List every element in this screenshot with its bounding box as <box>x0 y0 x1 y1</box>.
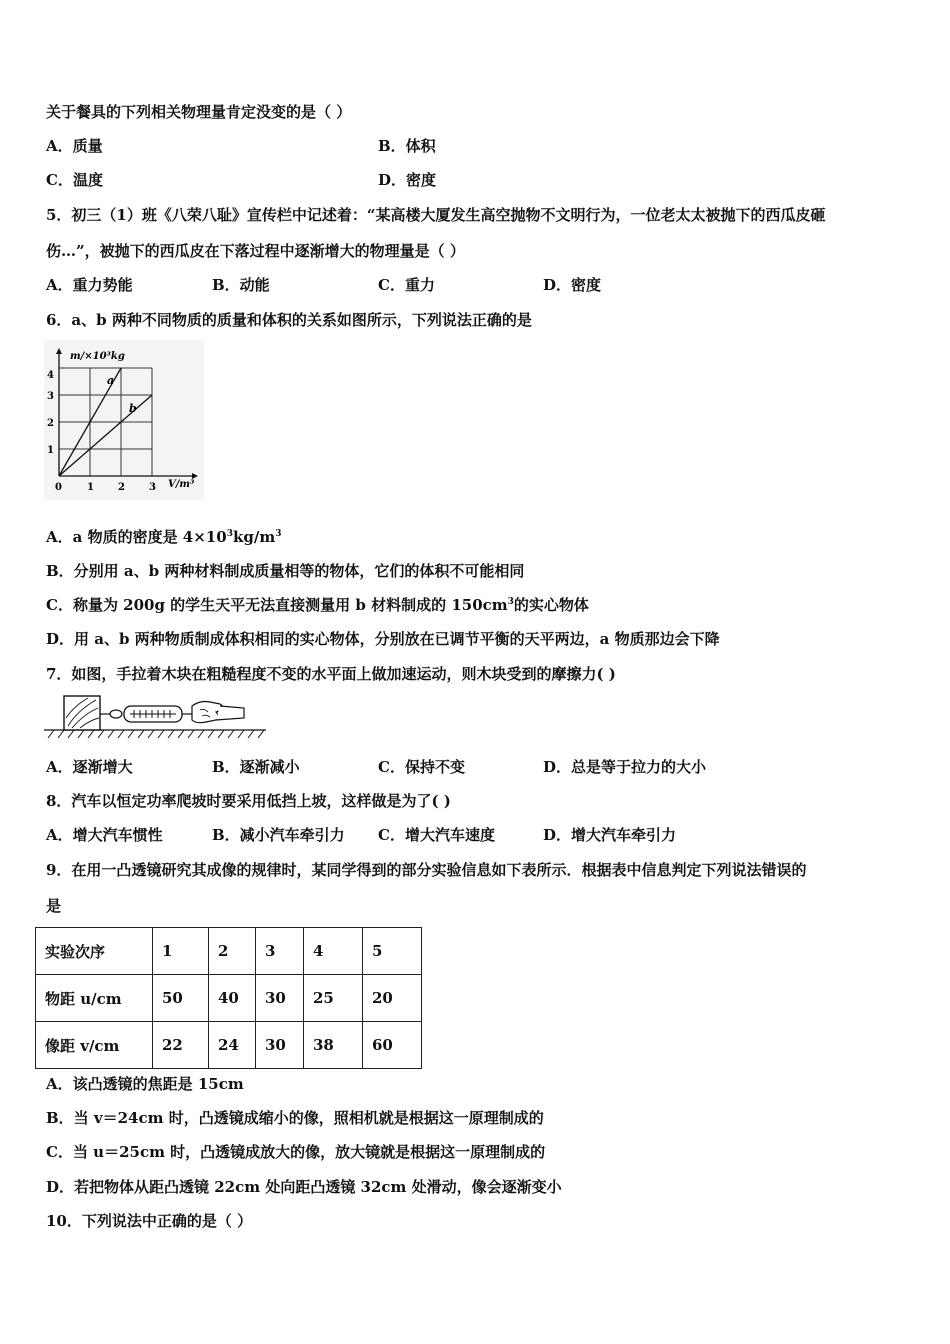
q5-option-c: C．重力 <box>378 276 435 294</box>
q8-option-c: C．增大汽车速度 <box>378 826 495 844</box>
table-cell: 物距 u/cm <box>36 975 153 1022</box>
q6-option-c: C．称量为 200g 的学生天平无法直接测量用 b 材料制成的 $150cm^3$的实心物体 <box>46 596 589 614</box>
q9-option-b: B．当 v＝24cm 时，凸透镜成缩小的像，照相机就是根据这一原理制成的 <box>46 1109 544 1127</box>
y-tick-4: 4 <box>47 370 54 381</box>
experiment-table <box>35 927 422 1069</box>
table-cell: 50 <box>153 975 209 1022</box>
q8-stem: 8．汽车以恒定功率爬坡时要采用低挡上坡，这样做是为了( ) <box>46 792 451 810</box>
table-cell: 像距 v/cm <box>36 1022 153 1069</box>
table-cell: 22 <box>153 1022 209 1069</box>
q4-stem: 关于餐具的下列相关物理量肯定没变的是（ ） <box>46 103 352 121</box>
spring-scale-ring <box>110 710 122 718</box>
table-cell: 4 <box>304 928 363 975</box>
y-axis-label: m/×10³kg <box>70 351 125 362</box>
table-cell: 30 <box>256 1022 304 1069</box>
x-axis-label: V/m³ <box>168 479 195 490</box>
table-cell: 3 <box>256 928 304 975</box>
x-tick-2: 2 <box>118 482 125 493</box>
table-cell: 30 <box>256 975 304 1022</box>
q8-option-d: D．增大汽车牵引力 <box>543 826 677 844</box>
q9-stem-line2: 是 <box>46 897 62 915</box>
q6-option-b: B．分别用 a、b 两种材料制成质量相等的物体，它们的体积不可能相同 <box>46 562 525 580</box>
q7-option-c: C．保持不变 <box>378 758 465 776</box>
q6-option-d: D．用 a、b 两种物质制成体积相同的实心物体，分别放在已调节平衡的天平两边，a 物质那边会下降 <box>46 630 720 648</box>
q4-option-c: C．温度 <box>46 171 103 189</box>
q7-option-d: D．总是等于拉力的大小 <box>543 758 707 776</box>
line-b-label: b <box>129 402 137 415</box>
table-cell: 38 <box>304 1022 363 1069</box>
y-tick-3: 3 <box>47 391 54 402</box>
y-tick-1: 1 <box>47 445 54 456</box>
q9-option-d: D．若把物体从距凸透镜 22cm 处向距凸透镜 32cm 处滑动，像会逐渐变小 <box>46 1178 562 1196</box>
table-row <box>36 928 422 975</box>
y-tick-2: 2 <box>47 418 54 429</box>
table-row <box>36 1022 422 1069</box>
q7-stem: 7．如图，手拉着木块在粗糙程度不变的水平面上做加速运动，则木块受到的摩擦力( ) <box>46 665 616 683</box>
table-cell: 20 <box>363 975 422 1022</box>
friction-figure <box>44 690 269 740</box>
hand-icon <box>192 702 244 723</box>
q5-option-d: D．密度 <box>543 276 602 294</box>
table-cell: 实验次序 <box>36 928 153 975</box>
x-tick-1: 1 <box>87 482 94 493</box>
q4-option-a: A．质量 <box>46 137 103 155</box>
table-cell: 2 <box>209 928 256 975</box>
q8-option-b: B．减小汽车牵引力 <box>212 826 345 844</box>
q5-option-b: B．动能 <box>212 276 270 294</box>
q6-stem: 6．a、b 两种不同物质的质量和体积的关系如图所示，下列说法正确的是 <box>46 311 532 329</box>
q4-option-b: B．体积 <box>378 137 436 155</box>
x-tick-0: 0 <box>55 482 62 493</box>
x-tick-3: 3 <box>149 482 156 493</box>
q9-option-a: A．该凸透镜的焦距是 15cm <box>46 1075 244 1093</box>
q8-option-a: A．增大汽车惯性 <box>46 826 163 844</box>
q4-option-d: D．密度 <box>378 171 437 189</box>
wooden-block <box>64 696 100 730</box>
q5-option-a: A．重力势能 <box>46 276 133 294</box>
q5-stem-line2: 伤…”，被抛下的西瓜皮在下落过程中逐渐增大的物理量是（ ） <box>46 242 465 260</box>
q7-option-b: B．逐渐减小 <box>212 758 300 776</box>
line-a-label: a <box>107 374 115 387</box>
ground-hatching <box>48 730 264 738</box>
table-row <box>36 975 422 1022</box>
q9-option-c: C．当 u＝25cm 时，凸透镜成放大的像，放大镜就是根据这一原理制成的 <box>46 1143 546 1161</box>
table-cell: 25 <box>304 975 363 1022</box>
q9-stem-line1: 9．在用一凸透镜研究其成像的规律时，某同学得到的部分实验信息如下表所示．根据表中信息判定下列说法错误的 <box>46 861 807 879</box>
table-cell: 1 <box>153 928 209 975</box>
q7-option-a: A．逐渐增大 <box>46 758 133 776</box>
spring-scale <box>124 706 192 722</box>
table-cell: 24 <box>209 1022 256 1069</box>
table-cell: 5 <box>363 928 422 975</box>
q10-stem: 10．下列说法中正确的是（ ） <box>46 1212 253 1230</box>
table-cell: 60 <box>363 1022 422 1069</box>
q5-stem-line1: 5．初三（1）班《八荣八耻》宣传栏中记述着：“某高楼大厦发生高空抛物不文明行为，一位老太太被抛下的西瓜皮砸 <box>46 206 826 224</box>
q6-option-a: A．a 物质的密度是 $4\times 10^3kg/m^3$ <box>46 528 282 546</box>
mass-volume-graph <box>44 340 204 500</box>
table-cell: 40 <box>209 975 256 1022</box>
